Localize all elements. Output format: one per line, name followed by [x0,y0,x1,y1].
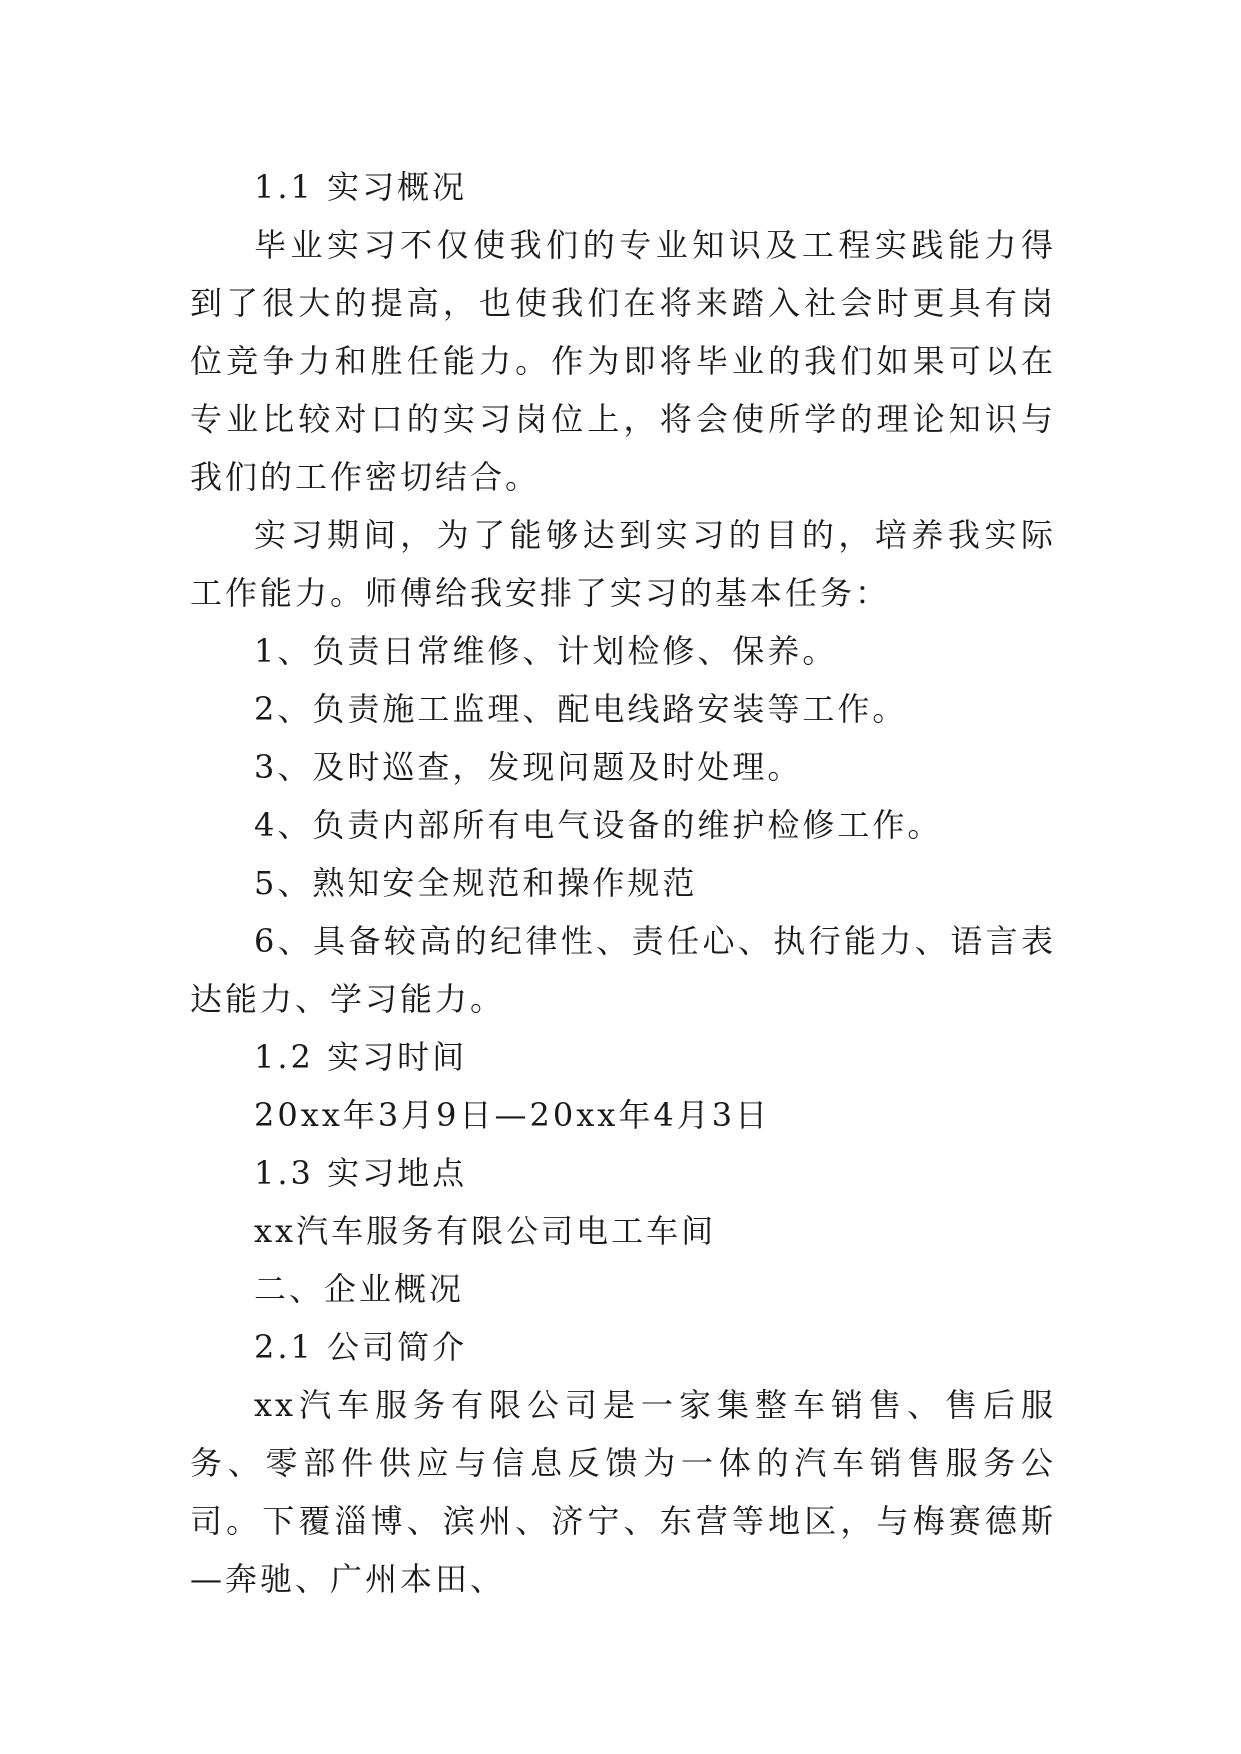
section-heading-1-2: 1.2 实习时间 [254,1038,468,1076]
task-item-3: 3、及时巡查，发现问题及时处理。 [254,748,803,786]
internship-period: 20xx年3月9日—20xx年4月3日 [254,1096,771,1134]
task-item-1: 1、负责日常维修、计划检修、保养。 [254,632,838,670]
section-heading-1-1: 1.1 实习概况 [254,168,468,206]
paragraph-internship-benefits: 毕业实习不仅使我们的专业知识及工程实践能力得到了很大的提高，也使我们在将来踏入社会时更具有岗位竞争力和胜任能力。作为即将毕业的我们如果可以在专业比较对口的实习岗位上，将会使所学的理论知识与我们的工作密切结合。 [190,226,1056,496]
task-item-4: 4、负责内部所有电气设备的维护检修工作。 [254,806,943,844]
task-item-5: 5、熟知安全规范和操作规范 [254,864,698,902]
internship-location: xx汽车服务有限公司电工车间 [254,1212,717,1250]
section-heading-1-3: 1.3 实习地点 [254,1154,468,1192]
chapter-heading-2: 二、企业概况 [254,1270,465,1308]
paragraph-internship-tasks-intro: 实习期间，为了能够达到实习的目的，培养我实际工作能力。师傅给我安排了实习的基本任务： [190,516,1056,612]
paragraph-company-intro: xx汽车服务有限公司是一家集整车销售、售后服务、零部件供应与信息反馈为一体的汽车销售服务公司。下覆淄博、滨州、济宁、东营等地区，与梅赛德斯—奔驰、广州本田、 [190,1386,1056,1598]
task-item-2: 2、负责施工监理、配电线路安装等工作。 [254,690,908,728]
document-body [190,158,1056,1608]
task-item-6: 6、具备较高的纪律性、责任心、执行能力、语言表达能力、学习能力。 [190,922,1056,1018]
section-heading-2-1: 2.1 公司简介 [254,1328,468,1366]
